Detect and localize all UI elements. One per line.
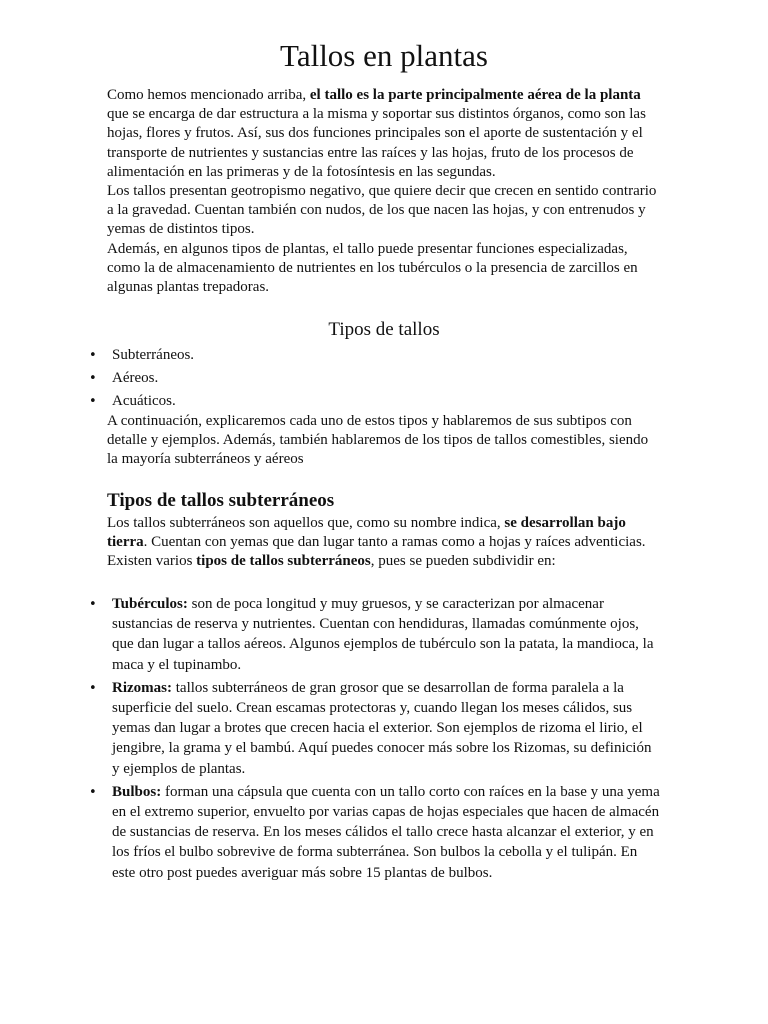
bullet-icon: • — [89, 784, 97, 800]
term-description: forman una cápsula que cuenta con un tallo corto con raíces en la base y una yema en el extremo superior, envuelto por varias capas de hojas especiales que hacen de almacén de sustancias de reserva. En los meses cálidos el tallo crece hasta alcanzar el exterior, y en los fríos el bulbo sobrevive de forma subterránea. Son bulbos la cebolla y el tulipán. En este otro post puedes averiguar más sobre 15 plantas de bulbos. — [112, 783, 660, 881]
term-description: tallos subterráneos de gran grosor que se desarrollan de forma paralela a la superficie del suelo. Crean escamas protectoras y, cuando llegan los meses cálidos, sus yemas dan lugar a brotes que crecen hacia el exterior. Son ejemplos de rizoma el lirio, el jengibre, la grama y el bambú. Aquí puedes conocer más sobre los Rizomas, su definición y ejemplos de plantas. — [112, 679, 652, 777]
intro-p1-start: Como hemos mencionado arriba, — [107, 87, 310, 103]
term-label: Bulbos: — [112, 783, 162, 800]
term-label: Tubérculos: — [112, 596, 188, 612]
sub-intro-bold-1: se desarrollan bajo tierra — [107, 515, 626, 551]
list-item-label: Aéreos. — [112, 370, 159, 386]
tipos-list — [0, 346, 768, 415]
term-label: Rizomas: — [112, 679, 172, 696]
list-item-bulbos — [0, 782, 660, 883]
intro-p1-bold: el tallo es la parte principalmente aérea de la planta — [309, 87, 641, 103]
intro-text — [107, 86, 662, 297]
bullet-icon: • — [89, 680, 97, 696]
intro-p3: Además, en algunos tipos de plantas, el tallo puede presentar funciones especializadas, como la de almacenamiento de nutrientes en los tubérculos o la presencia de zarcillos en algunas plantas trepadoras. — [107, 240, 638, 296]
bullet-icon: • — [89, 597, 97, 612]
term-description: son de poca longitud y muy gruesos, y se caracterizan por almacenar sustancias de reserva y nutrientes. Cuentan con hendiduras, llamadas comúnmente ojos, que dan lugar a tallos aéreos. Algunos ejemplos de tubérculo son la patata, la mandioca, la maca y el tupinambo. — [112, 596, 654, 673]
bullet-icon: • — [89, 394, 97, 409]
bullet-icon: • — [89, 371, 97, 386]
sub-intro-c: . Cuentan con yemas que dan lugar tanto a ramas como a hojas y raíces adventicias. Existen varios — [107, 534, 646, 570]
sub-intro-bold-2: tipos de tallos subterráneos — [196, 553, 371, 570]
page-title: Tallos en plantas — [280, 38, 488, 73]
list-item — [0, 346, 768, 369]
intro-p2: Los tallos presentan geotropismo negativo, que quiere decir que crecen en sentido contrario a la gravedad. Cuentan también con nudos, de los que nacen las hojas, y con entrenudos y yemas de distintos tipos. — [107, 183, 657, 238]
sub-intro-a: Los tallos subterráneos son aquellos que, como su nombre indica, — [107, 515, 505, 531]
list-item — [0, 369, 768, 392]
bullet-icon: • — [89, 348, 97, 363]
continuation-text: A continuación, explicaremos cada uno de estos tipos y hablaremos de sus subtipos con detalle y ejemplos. Además, también hablaremos de los tipos de tallos comestibles, siendo la mayoría subterráneos y aéreos — [107, 413, 649, 468]
section-title-subterraneos: Tipos de tallos subterráneos — [107, 490, 335, 511]
list-item-rizomas — [0, 678, 660, 779]
list-item-tuberculos — [0, 594, 660, 675]
intro-p1-end: que se encarga de dar estructura a la misma y soportar sus distintos órganos, como son las hojas, flores y frutos. Así, sus dos funciones principales son el aporte de sustentación y el transporte de nutrientes y sustancias entre las raíces y las hojas, fruto de los procesos de alimentación en las primeras y de la fotosíntesis en las segundas. — [107, 106, 646, 180]
sub-intro-e: , pues se pueden subdividir en: — [370, 553, 556, 570]
list-item-label: Acuáticos. — [112, 393, 176, 409]
subterraneos-intro — [107, 514, 662, 572]
list-item-label: Subterráneos. — [112, 347, 195, 363]
subterraneos-list — [0, 594, 768, 886]
section-title-tipos: Tipos de tallos — [328, 319, 440, 340]
